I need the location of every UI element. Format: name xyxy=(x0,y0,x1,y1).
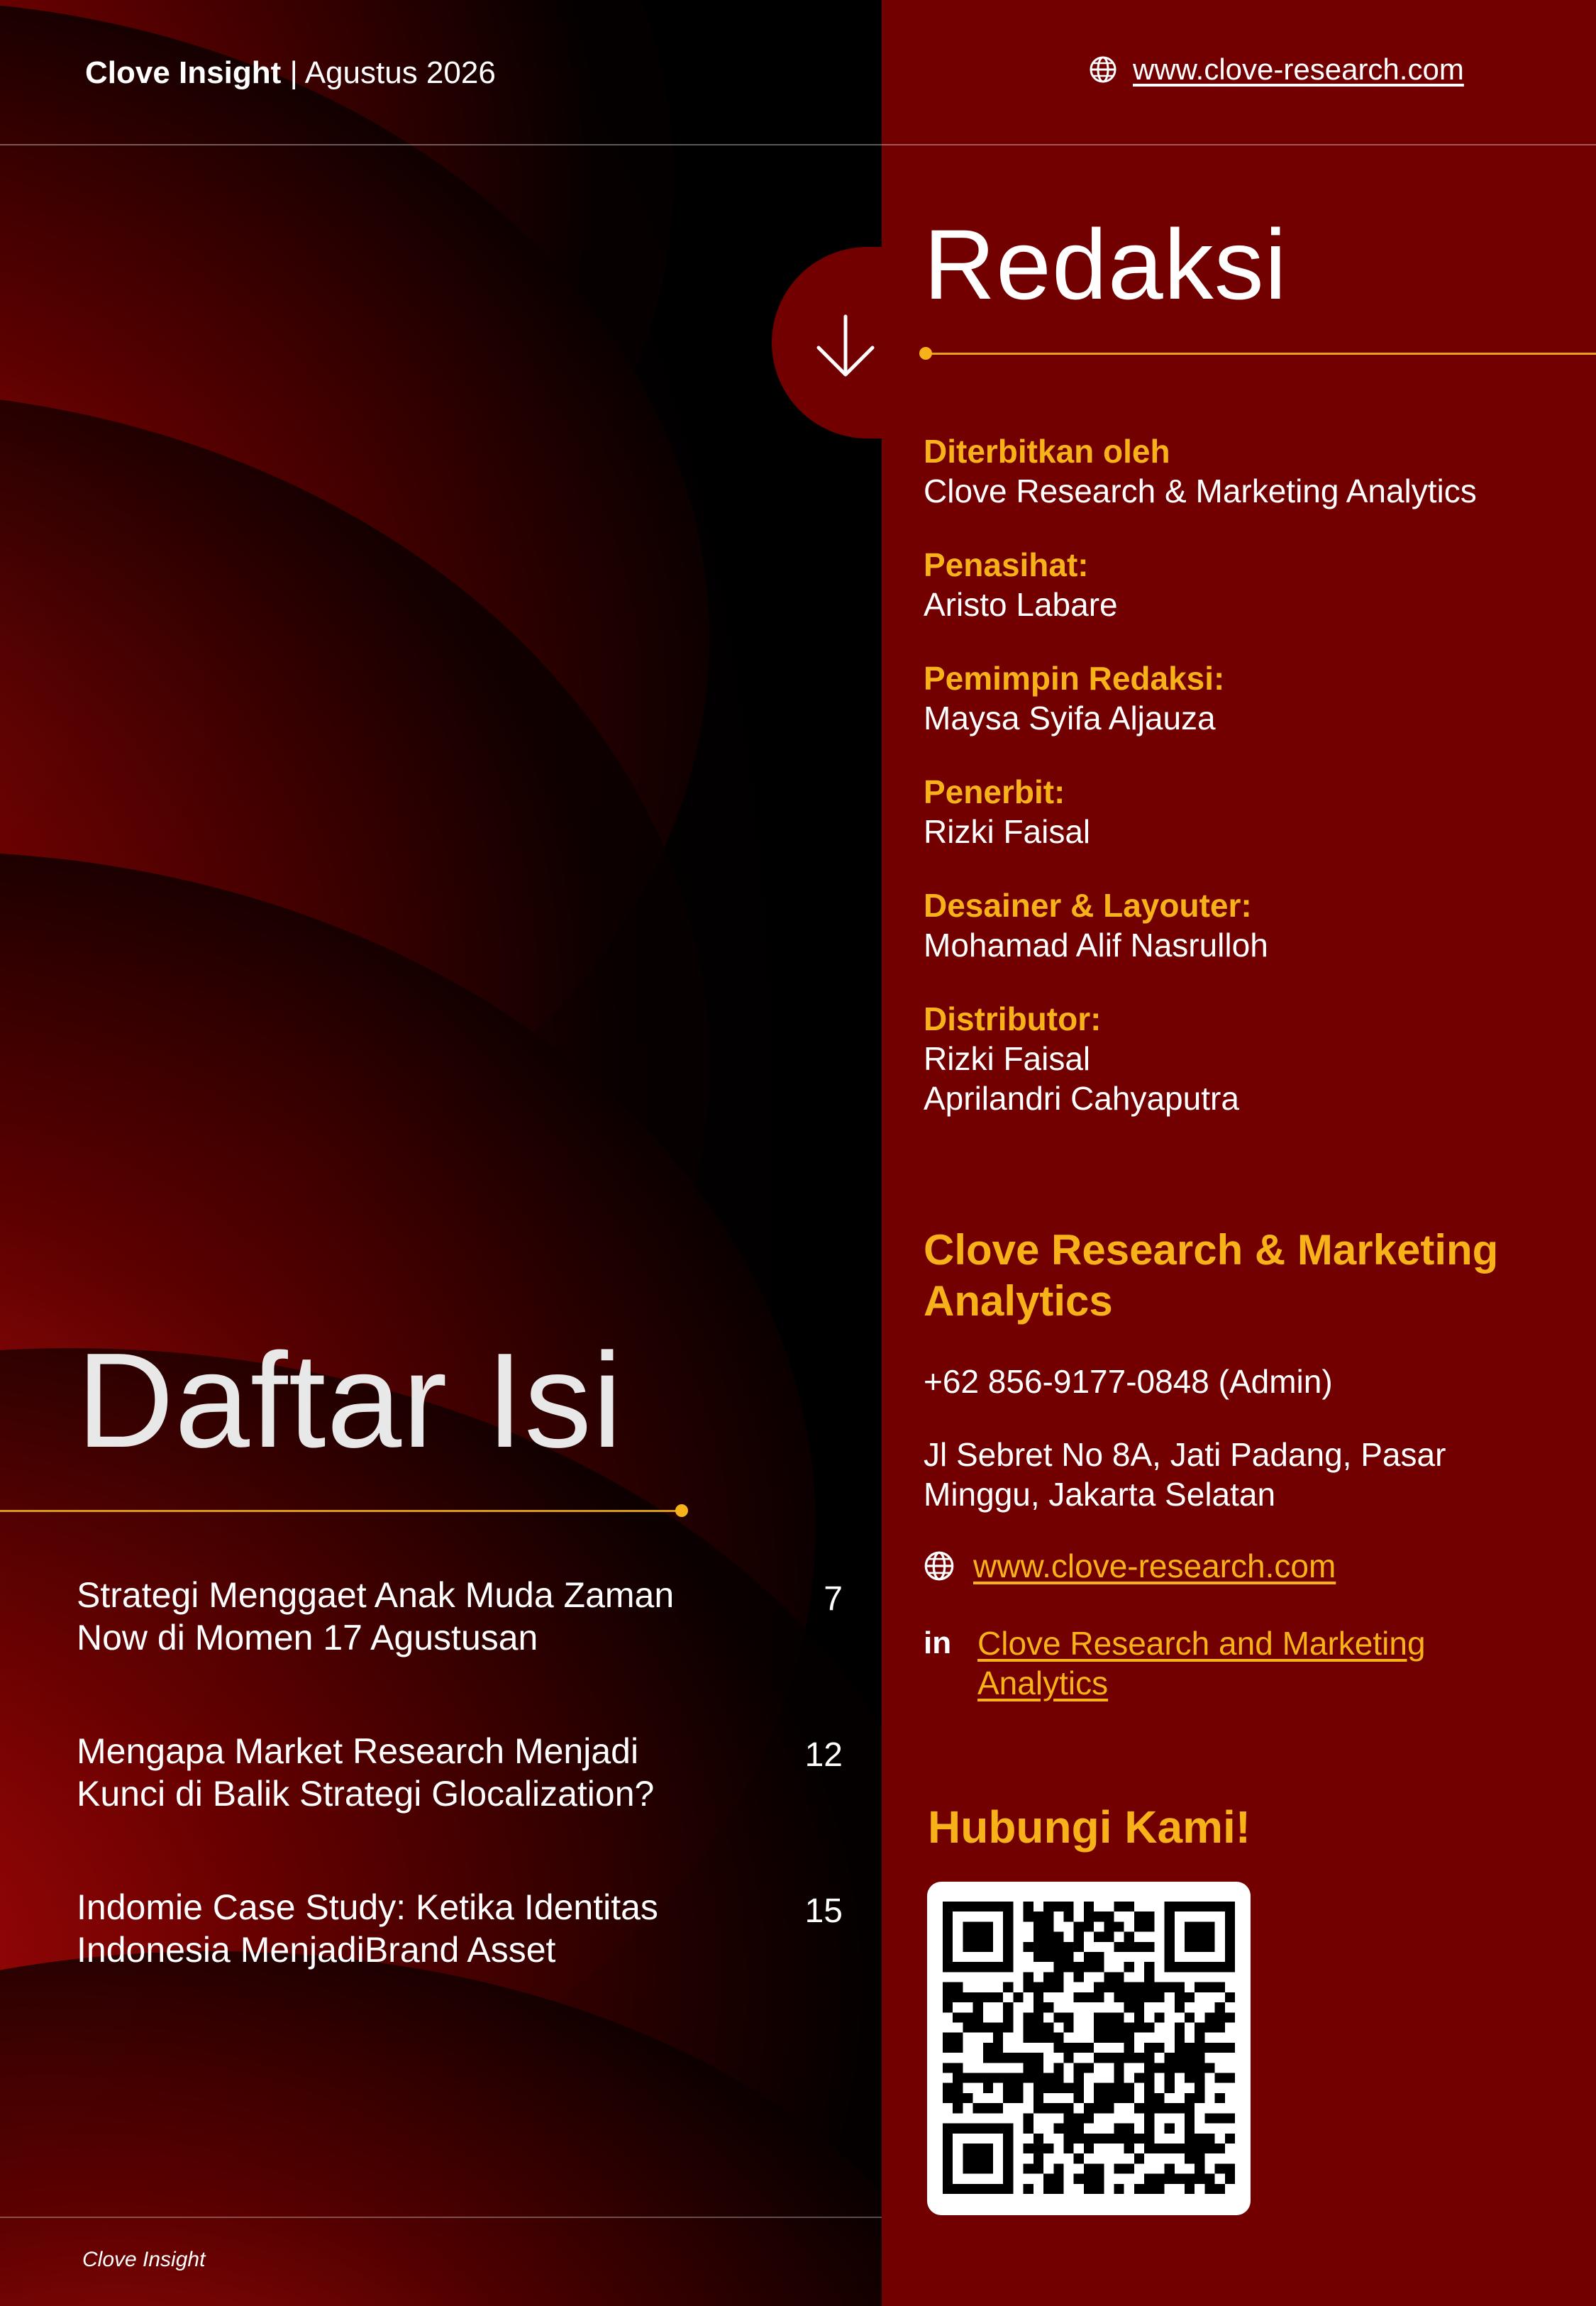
phone-number: +62 856-9177-0848 (Admin) xyxy=(924,1363,1333,1400)
credit-label: Penerbit: xyxy=(924,773,1065,810)
credit-label: Pemimpin Redaksi: xyxy=(924,660,1225,697)
qr-code-graphic xyxy=(943,1902,1235,2194)
brand-separator: | xyxy=(281,55,305,90)
credit-value: Rizki Faisal xyxy=(924,1040,1091,1077)
toc-item-page: 7 xyxy=(824,1580,843,1618)
credits-list xyxy=(924,431,1576,1152)
credit-label: Desainer & Layouter: xyxy=(924,887,1252,924)
redaksi-title: Redaksi xyxy=(924,209,1287,320)
toc-title: Daftar Isi xyxy=(77,1325,624,1476)
credit-publisher-org xyxy=(924,431,1576,511)
redaksi-divider xyxy=(924,353,1596,355)
linkedin-icon: in xyxy=(924,1626,952,1660)
toc-divider-dot xyxy=(675,1504,688,1517)
contact-linkedin xyxy=(924,1623,1517,1703)
credit-label: Distributor: xyxy=(924,1000,1102,1037)
header-brand xyxy=(85,55,496,91)
credit-value: Aprilandri Cahyaputra xyxy=(924,1080,1239,1117)
toc-item[interactable] xyxy=(77,1730,843,1815)
credit-value: Maysa Syifa Aljauza xyxy=(924,700,1216,737)
edition-date: Agustus 2026 xyxy=(304,55,496,90)
credit-label: Penasihat: xyxy=(924,546,1089,583)
header-divider xyxy=(0,144,1596,145)
credit-value: Rizki Faisal xyxy=(924,813,1091,850)
toc-item-page: 15 xyxy=(804,1892,843,1930)
credit-value: Clove Research & Marketing Analytics xyxy=(924,473,1477,509)
header-website xyxy=(1089,53,1464,87)
credit-designer xyxy=(924,886,1576,965)
contact-website xyxy=(924,1547,1336,1585)
toc-item-title: Mengapa Market Research Menjadi Kunci di Balik Strategi Glocalization? xyxy=(77,1731,655,1814)
footer-brand: Clove Insight xyxy=(82,2248,206,2271)
credit-publisher xyxy=(924,772,1576,851)
globe-icon xyxy=(1089,55,1117,84)
credit-distributor xyxy=(924,999,1576,1118)
contact-cta: Hubungi Kami! xyxy=(928,1802,1251,1853)
toc-item[interactable] xyxy=(77,1886,843,1971)
linkedin-link[interactable]: Clove Research and Marketing Analytics xyxy=(977,1625,1426,1701)
credit-editor-in-chief xyxy=(924,658,1576,738)
toc-item[interactable] xyxy=(77,1574,843,1659)
org-name: Clove Research & Marketing Analytics xyxy=(924,1226,1499,1325)
contact-website-link[interactable]: www.clove-research.com xyxy=(973,1548,1336,1584)
credit-value: Mohamad Alif Nasrulloh xyxy=(924,927,1268,964)
arrow-down-icon xyxy=(810,312,881,383)
globe-icon xyxy=(924,1550,955,1582)
address: Jl Sebret No 8A, Jati Padang, Pasar Minggu, Jakarta Selatan xyxy=(924,1436,1446,1513)
toc-divider xyxy=(0,1510,681,1512)
toc-item-title: Strategi Menggaet Anak Muda Zaman Now di Momen 17 Agustusan xyxy=(77,1575,675,1657)
brand-name: Clove Insight xyxy=(85,55,282,90)
qr-code[interactable] xyxy=(927,1882,1251,2215)
redaksi-divider-dot xyxy=(919,347,932,360)
toc-item-title: Indomie Case Study: Ketika Identitas Indonesia MenjadiBrand Asset xyxy=(77,1887,658,1970)
credit-label: Diterbitkan oleh xyxy=(924,433,1170,470)
footer-divider xyxy=(0,2217,882,2218)
header-website-link[interactable]: www.clove-research.com xyxy=(1133,53,1464,86)
toc-item-page: 12 xyxy=(804,1736,843,1774)
credit-value: Aristo Labare xyxy=(924,586,1118,623)
credit-advisor xyxy=(924,545,1576,624)
